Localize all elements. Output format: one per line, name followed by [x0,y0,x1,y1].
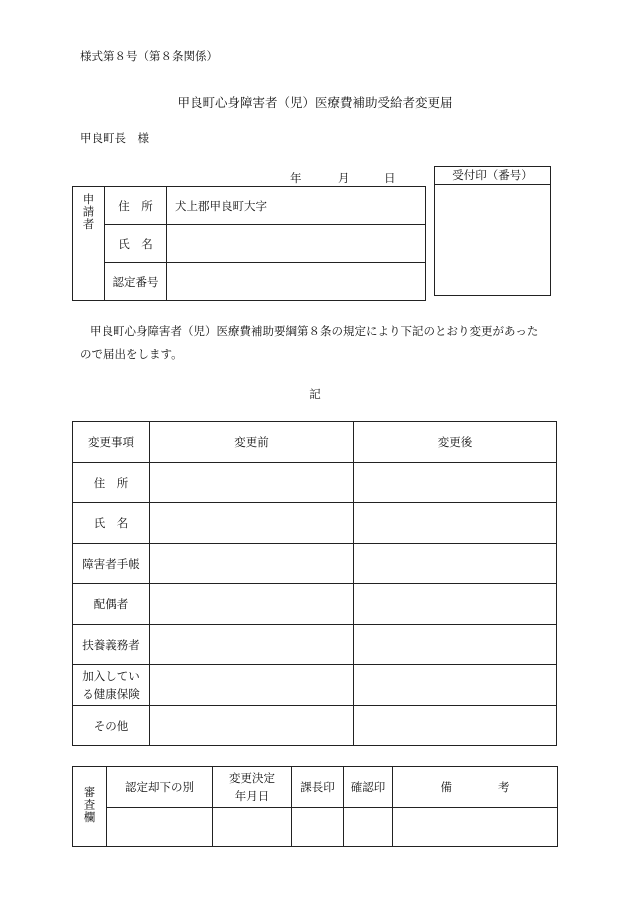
receipt-stamp-area[interactable] [435,185,550,296]
name-field[interactable] [167,225,426,263]
applicant-table [72,186,426,301]
change-item-label: 加入してい る健康保険 [73,665,150,706]
change-before-cell[interactable] [150,584,354,625]
changes-table [72,421,557,746]
review-side-label: 審査欄 [82,786,97,824]
form-number: 様式第８号（第８条関係） [80,49,218,63]
receipt-stamp-box [434,166,551,296]
change-before-cell[interactable] [150,544,354,584]
change-item-label: その他 [73,706,150,746]
review-header-decision-date: 変更決定 年月日 [213,767,292,808]
change-before-cell[interactable] [150,625,354,665]
change-after-cell[interactable] [354,544,557,584]
change-item-label: 氏 名 [73,503,150,544]
change-after-cell[interactable] [354,665,557,706]
change-item-label: 住 所 [73,463,150,503]
ki-heading: 記 [309,387,321,401]
date-month-label: 月 [338,171,350,185]
address-field[interactable]: 犬上郡甲良町大字 [167,187,426,225]
changes-header-before: 変更前 [150,422,354,463]
changes-header-after: 変更後 [354,422,557,463]
address-label: 住 所 [105,187,167,225]
review-approval-cell[interactable] [107,808,213,847]
change-item-label: 障害者手帳 [73,544,150,584]
review-header-remarks: 備 考 [393,767,558,808]
statement-line-2: ので届出をします。 [80,347,183,361]
change-item-label: 扶養義務者 [73,625,150,665]
review-table [72,766,558,847]
date-year-label: 年 [290,171,302,185]
certification-number-label: 認定番号 [105,263,167,301]
change-before-cell[interactable] [150,706,354,746]
form-title: 甲良町心身障害者（児）医療費補助受給者変更届 [177,95,453,110]
change-item-label: 配偶者 [73,584,150,625]
certification-number-field[interactable] [167,263,426,301]
statement-line-1: 甲良町心身障害者（児）医療費補助要綱第８条の規定により下記のとおり変更があった [90,324,539,338]
changes-header-item: 変更事項 [73,422,150,463]
receipt-stamp-label: 受付印（番号） [435,167,550,185]
change-after-cell[interactable] [354,463,557,503]
name-label: 氏 名 [105,225,167,263]
review-side-cell [73,767,107,847]
applicant-group-label: 申請者 [81,193,96,231]
review-header-approval: 認定却下の別 [107,767,213,808]
change-after-cell[interactable] [354,706,557,746]
change-after-cell[interactable] [354,584,557,625]
review-header-chief-seal: 課長印 [292,767,344,808]
change-before-cell[interactable] [150,503,354,544]
review-decision-date-cell[interactable] [213,808,292,847]
change-before-cell[interactable] [150,665,354,706]
date-day-label: 日 [384,171,396,185]
review-remarks-cell[interactable] [393,808,558,847]
addressee: 甲良町長 様 [80,131,149,145]
applicant-group-cell [73,187,105,301]
change-after-cell[interactable] [354,625,557,665]
change-before-cell[interactable] [150,463,354,503]
review-check-seal-cell[interactable] [344,808,393,847]
review-chief-seal-cell[interactable] [292,808,344,847]
review-header-check-seal: 確認印 [344,767,393,808]
change-after-cell[interactable] [354,503,557,544]
